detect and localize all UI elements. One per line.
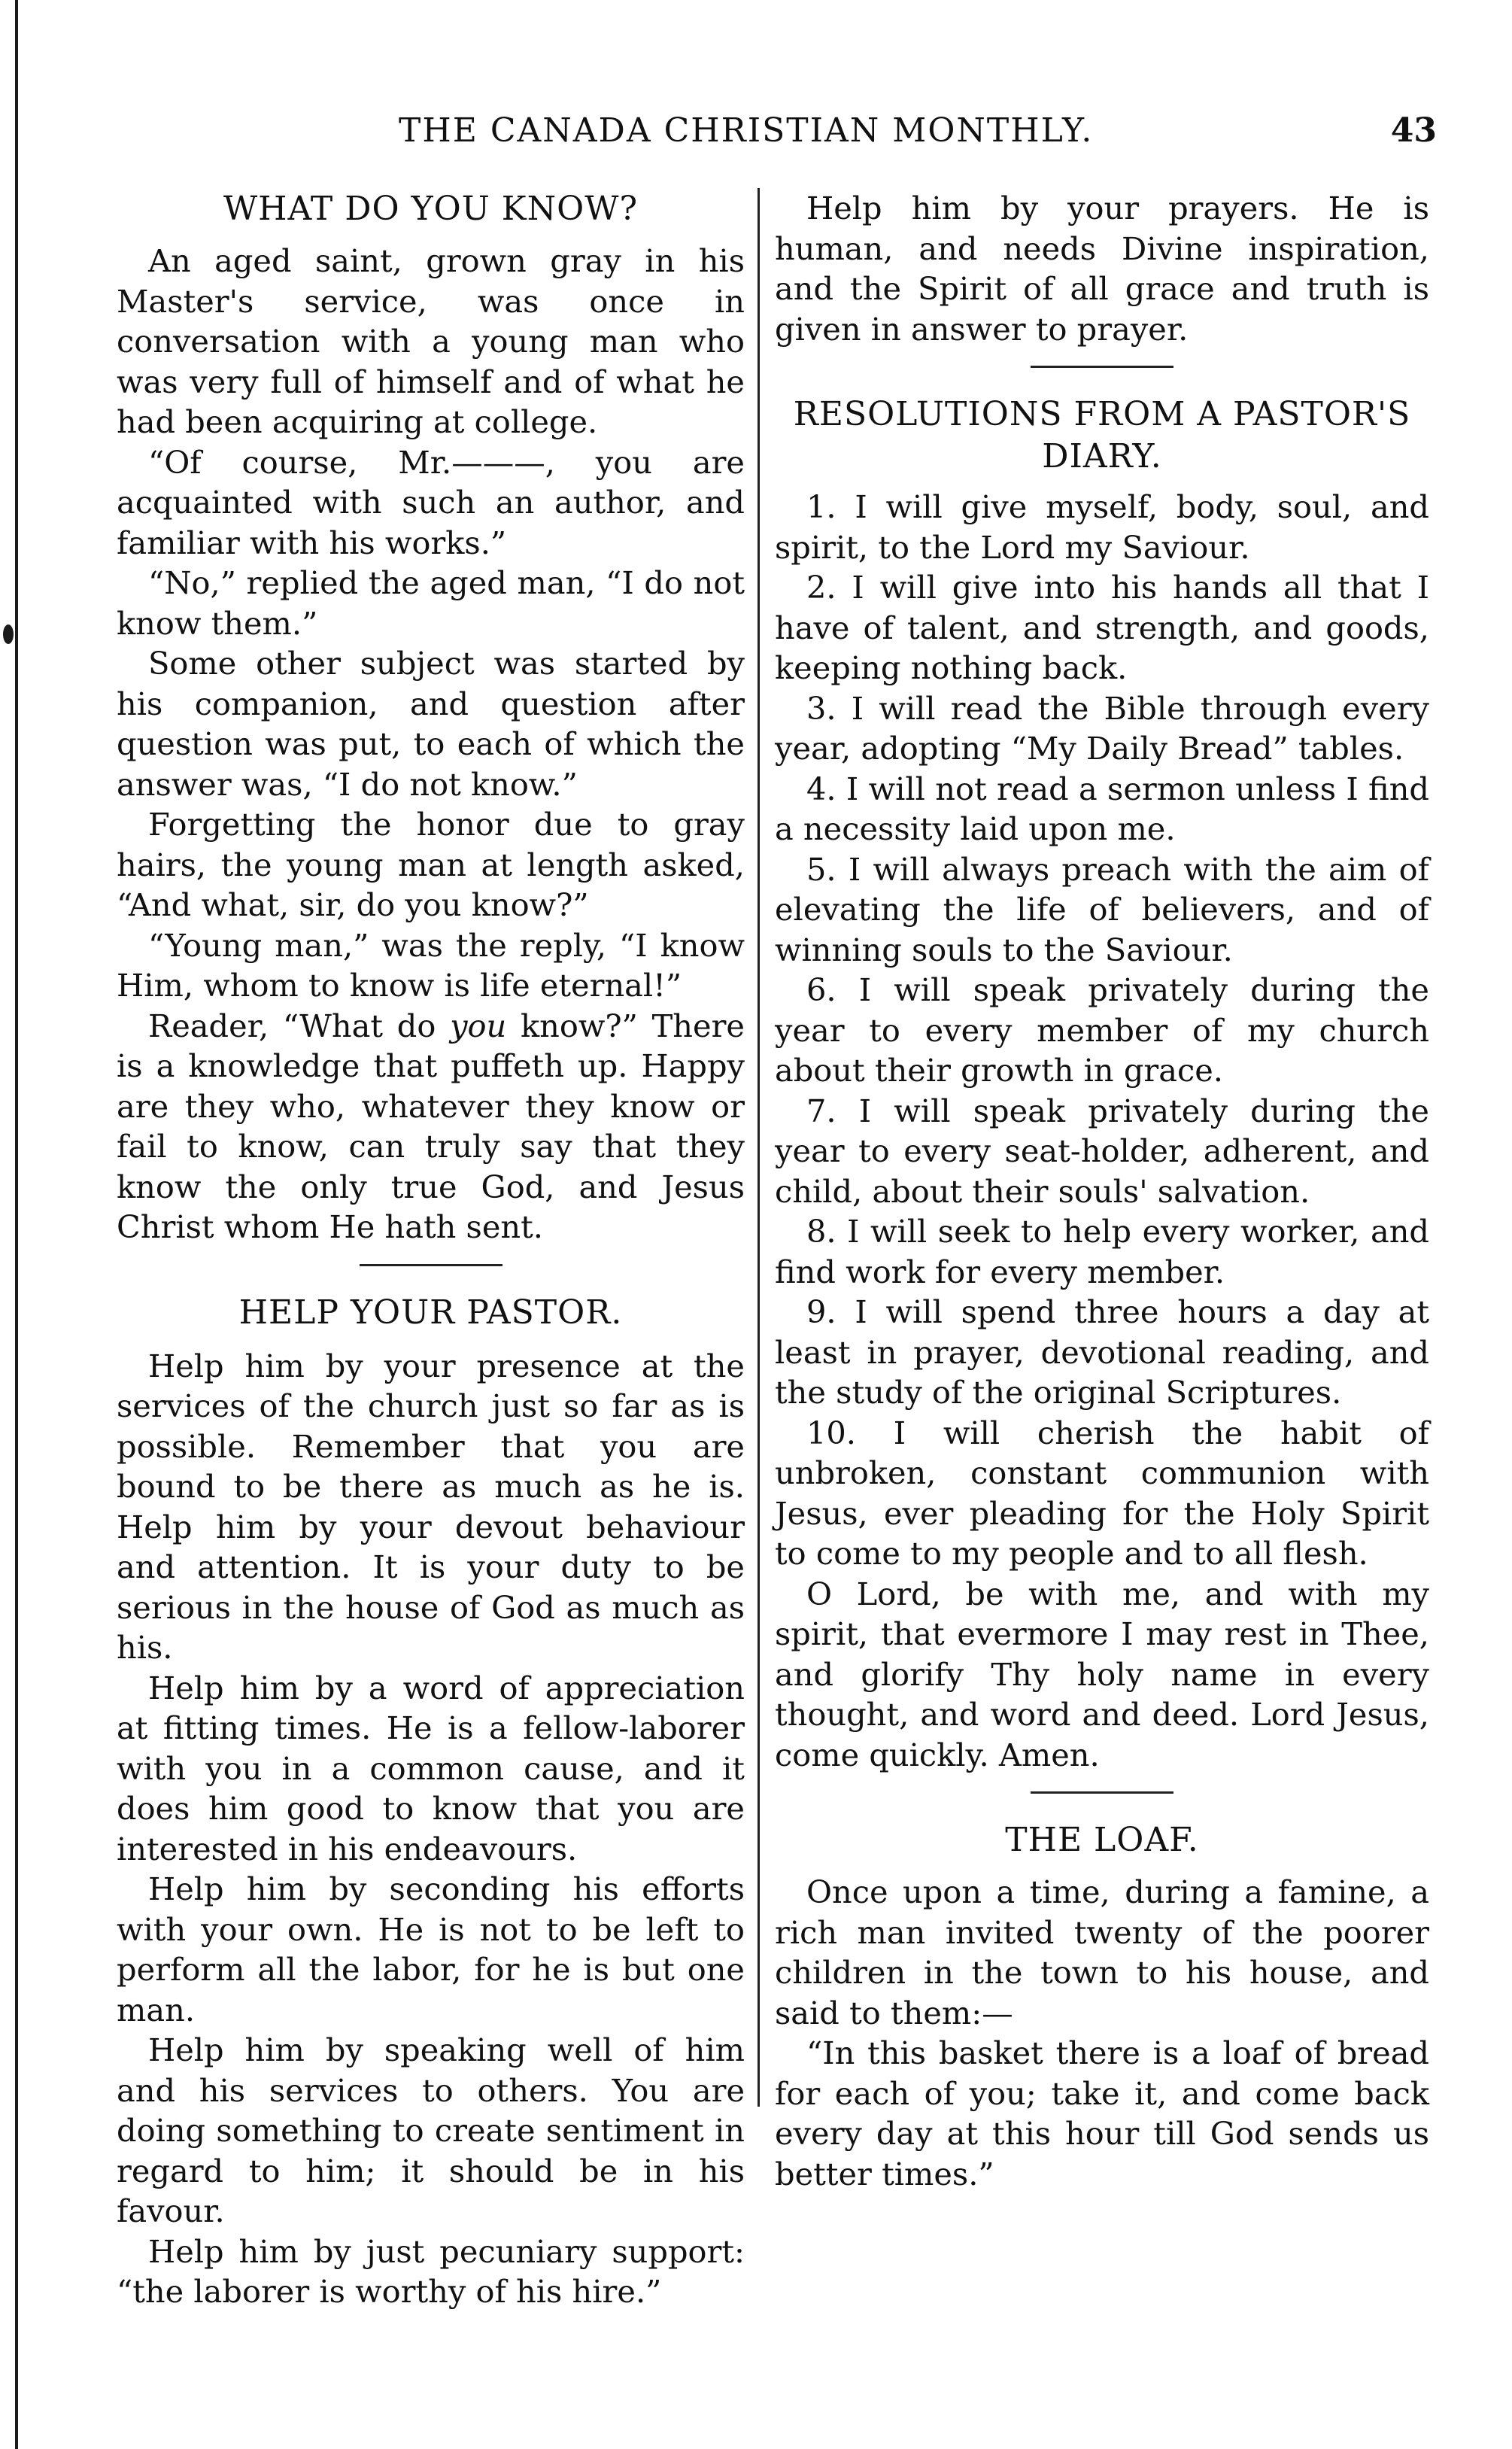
page-number: 43 bbox=[1390, 111, 1437, 150]
list-item: 6. I will speak privately during the year to every member of my church about their growth in grace. bbox=[775, 971, 1429, 1089]
article-help-your-pastor bbox=[117, 1292, 745, 2312]
list-item: 9. I will spend three hours a day at least in prayer, devotional reading, and the study of the original Scriptures. bbox=[775, 1293, 1429, 1411]
paragraph: “No,” replied the aged man, “I do not know them.” bbox=[117, 564, 745, 642]
article-title: RESOLUTIONS FROM A PASTOR'S DIARY. bbox=[793, 395, 1411, 476]
list-item: 1. I will give myself, body, soul, and spirit, to the Lord my Saviour. bbox=[775, 488, 1429, 566]
paragraph: O Lord, be with me, and with my spirit, that evermore I may rest in Thee, and glorify Thy holy name in every thought, and word and deed. Lord Jesus, come quickly. Amen. bbox=[775, 1575, 1429, 1773]
list-item: 3. I will read the Bible through every year, adopting “My Daily Bread” tables. bbox=[775, 689, 1429, 767]
paragraph: Help him by just pecuniary support: “the laborer is worthy of his hire.” bbox=[117, 2232, 745, 2310]
article-title: HELP YOUR PASTOR. bbox=[238, 1293, 623, 1332]
paragraph: Help him by your prayers. He is human, and needs Divine inspiration, and the Spirit of all grace and truth is given in answer to prayer. bbox=[775, 190, 1429, 348]
list-item: 7. I will speak privately during the year to every seat-holder, adherent, and child, about their souls' salvation. bbox=[775, 1092, 1429, 1210]
paragraph: Help him by speaking well of him and his services to others. You are doing something to create sentiment in regard to him; it should be in his favour. bbox=[117, 2031, 745, 2229]
section-rule bbox=[1031, 1791, 1173, 1794]
paragraph: Once upon a time, during a famine, a rich man invited twenty of the poorer children in the town to his house, and said to them:— bbox=[775, 1873, 1429, 2031]
section-rule bbox=[1031, 366, 1173, 368]
list-item: 2. I will give into his hands all that I have of talent, and strength, and goods, keeping nothing back. bbox=[775, 569, 1429, 686]
article-title: THE LOAF. bbox=[1005, 1821, 1199, 1859]
list-item: 10. I will cherish the habit of unbroken, constant communion with Jesus, ever pleading for the Holy Spirit to come to my people and to all flesh. bbox=[775, 1414, 1429, 1572]
running-title: THE CANADA CHRISTIAN MONTHLY. bbox=[399, 111, 1094, 150]
paragraph: “Of course, Mr.———, you are acquainted with such an author, and familiar with his works.” bbox=[117, 443, 745, 561]
paragraph: Some other subject was started by his companion, and question after question was put, to each of which the answer was, “I do not know.” bbox=[117, 645, 745, 803]
paragraph bbox=[117, 1006, 745, 1247]
list-item: 5. I will always preach with the aim of elevating the life of believers, and of winning souls to the Saviour. bbox=[775, 850, 1429, 968]
article-the-loaf bbox=[775, 1819, 1429, 2194]
article-title: WHAT DO YOU KNOW? bbox=[223, 190, 639, 228]
left-column bbox=[117, 188, 745, 2312]
paragraph: “In this basket there is a loaf of bread for each of you; take it, and come back every day at this hour till God sends us better times.” bbox=[775, 2034, 1429, 2192]
paragraph: Help him by seconding his efforts with your own. He is not to be left to perform all the labor, for he is but one man. bbox=[117, 1870, 745, 2028]
page-edge-rule bbox=[15, 0, 18, 2449]
list-item: 8. I will seek to help every worker, and find work for every member. bbox=[775, 1213, 1429, 1290]
article-resolutions bbox=[775, 393, 1429, 1775]
list-item: 4. I will not read a sermon unless I find a necessity laid upon me. bbox=[775, 770, 1429, 847]
section-rule bbox=[360, 1264, 502, 1266]
column-divider bbox=[758, 188, 760, 2107]
article-what-do-you-know bbox=[117, 188, 745, 1247]
right-column bbox=[775, 188, 1429, 2194]
text-run: know?” There is a knowledge that puffeth up. Happy are they who, whatever they know or fail to know, can truly say that they know the only true God, and Jesus Christ whom He hath sent. bbox=[117, 1007, 745, 1245]
margin-mark bbox=[3, 624, 14, 644]
text-run: Reader, “What do bbox=[148, 1007, 451, 1044]
paragraph: Forgetting the honor due to gray hairs, the young man at length asked, “And what, sir, do you know?” bbox=[117, 806, 745, 923]
paragraph: Help him by your presence at the services of the church just so far as is possible. Remember that you are bound to be there as much as he is. Help him by your devout behaviour and attention. It is your duty to be serious in the house of God as much as his. bbox=[117, 1347, 745, 1666]
emphasis: you bbox=[450, 1007, 507, 1044]
paragraph: “Young man,” was the reply, “I know Him, whom to know is life eternal!” bbox=[117, 926, 745, 1004]
paragraph: Help him by a word of appreciation at fitting times. He is a fellow-laborer with you in a common cause, and it does him good to know that you are interested in his endeavours. bbox=[117, 1669, 745, 1867]
paragraph: An aged saint, grown gray in his Master's service, was once in conversation with a young man who was very full of himself and of what he had been acquiring at college. bbox=[117, 242, 745, 440]
page-header bbox=[113, 111, 1437, 164]
